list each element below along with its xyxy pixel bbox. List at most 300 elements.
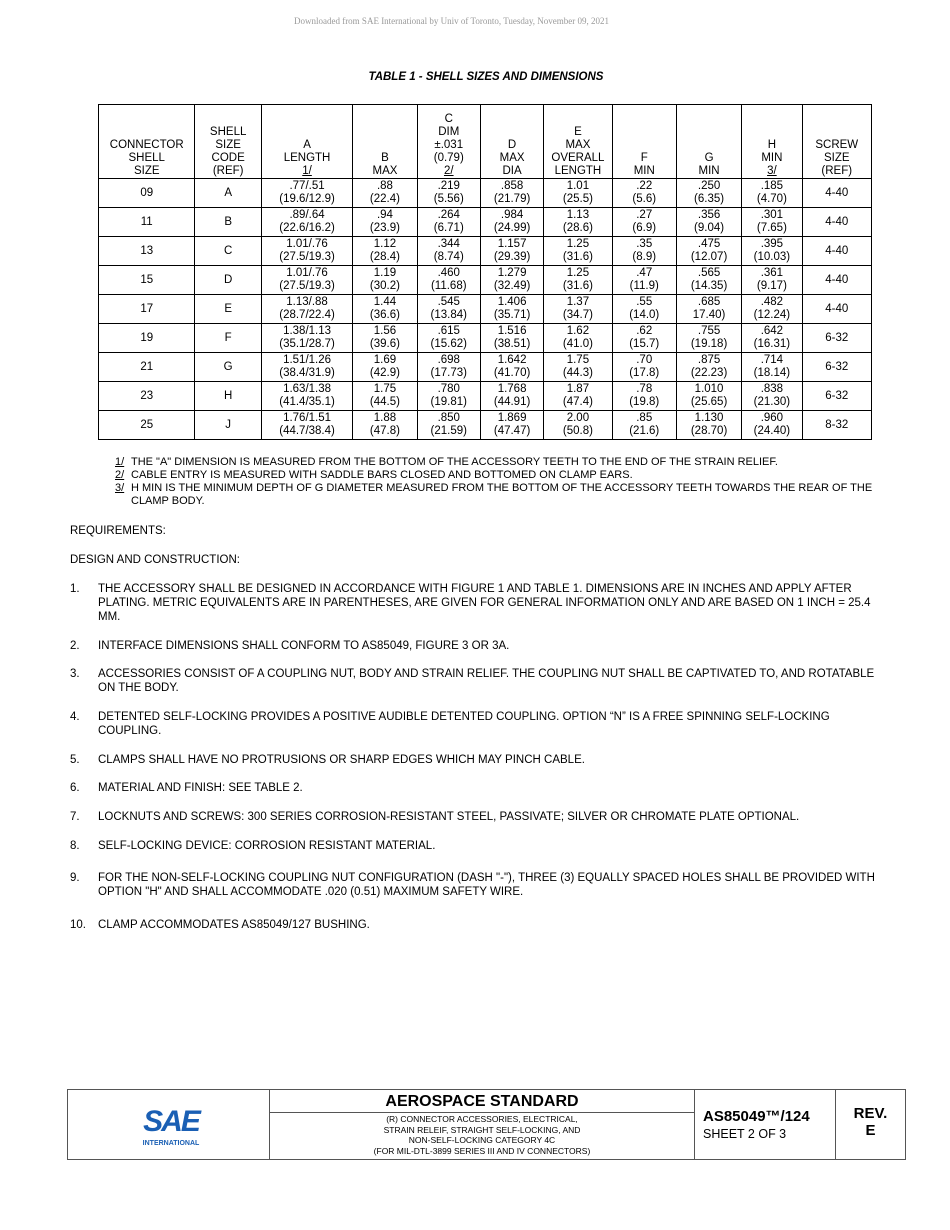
table-note xyxy=(115,482,875,508)
cell-dim-a xyxy=(261,237,352,266)
inch-value: .250 xyxy=(697,180,721,192)
requirement-number: 3. xyxy=(70,668,80,680)
cell-dim-f xyxy=(612,353,676,382)
metric-value: (21.59) xyxy=(430,425,467,437)
metric-value: (12.07) xyxy=(690,251,728,263)
cell-dim-c xyxy=(417,324,480,353)
requirement-item xyxy=(70,918,890,932)
requirement-text: CLAMPS SHALL HAVE NO PROTRUSIONS OR SHARP EDGES WHICH MAY PINCH CABLE. xyxy=(98,754,585,766)
sheet-number: SHEET 2 OF 3 xyxy=(703,1127,787,1141)
cell-dim-e xyxy=(544,353,612,382)
cell-shell-size: 17 xyxy=(99,295,195,324)
metric-value: (27.5/19.3) xyxy=(279,280,335,292)
metric-value: (35.71) xyxy=(493,309,531,321)
cell-size-code: D xyxy=(195,266,261,295)
cell-dim-g xyxy=(676,295,741,324)
cell-dim-e xyxy=(544,208,612,237)
inch-value: 1.010 xyxy=(694,383,724,395)
cell-dim-b xyxy=(353,353,417,382)
requirement-number: 9. xyxy=(70,872,80,884)
design-construction-heading: DESIGN AND CONSTRUCTION: xyxy=(70,554,240,566)
inch-value: 1.25 xyxy=(566,267,590,279)
cell-dim-a xyxy=(261,382,352,411)
table-row xyxy=(99,324,872,353)
table-note xyxy=(115,456,875,469)
cell-dim-d xyxy=(480,411,543,440)
inch-value: .475 xyxy=(697,238,721,250)
metric-value: 17.40) xyxy=(692,309,726,321)
metric-value: (32.49) xyxy=(493,280,531,292)
metric-value: (18.14) xyxy=(753,367,791,379)
inch-value: 1.76/1.51 xyxy=(283,412,332,424)
inch-value: 1.768 xyxy=(497,383,527,395)
requirement-number: 1. xyxy=(70,583,80,595)
note-text: CABLE ENTRY IS MEASURED WITH SADDLE BARS CLOSED AND BOTTOMED ON CLAMP EARS. xyxy=(131,469,633,481)
inch-value: .395 xyxy=(760,238,784,250)
inch-value: .89/.64 xyxy=(289,209,325,221)
metric-value: (34.7) xyxy=(562,309,593,321)
cell-dim-b xyxy=(353,324,417,353)
inch-value: 1.88 xyxy=(373,412,397,424)
requirement-text: MATERIAL AND FINISH: SEE TABLE 2. xyxy=(98,782,303,794)
title-cell xyxy=(270,1090,695,1159)
metric-value: (5.6) xyxy=(632,193,657,205)
metric-value: (30.2) xyxy=(369,280,400,292)
metric-value: (19.81) xyxy=(430,396,467,408)
revision-value: E xyxy=(865,1122,876,1139)
metric-value: (12.24) xyxy=(753,309,791,321)
cell-dim-e xyxy=(544,266,612,295)
shell-dimensions-table xyxy=(98,104,872,440)
metric-value: (44.91) xyxy=(493,396,531,408)
metric-value: (47.47) xyxy=(493,425,531,437)
metric-value: (19.6/12.9) xyxy=(279,193,335,205)
requirement-item xyxy=(70,871,890,899)
metric-value: (6.9) xyxy=(632,222,657,234)
cell-screw-size: 6-32 xyxy=(802,382,871,411)
table-title: TABLE 1 - SHELL SIZES AND DIMENSIONS xyxy=(368,71,604,83)
metric-value: (21.30) xyxy=(753,396,791,408)
metric-value: (35.1/28.7) xyxy=(279,338,335,350)
title-block xyxy=(67,1089,906,1160)
cell-dim-g xyxy=(676,237,741,266)
cell-dim-g xyxy=(676,266,741,295)
inch-value: .960 xyxy=(760,412,784,424)
cell-dim-a xyxy=(261,179,352,208)
metric-value: (44.5) xyxy=(369,396,400,408)
inch-value: .47 xyxy=(636,267,653,279)
table-row xyxy=(99,295,872,324)
cell-dim-g xyxy=(676,208,741,237)
cell-dim-d xyxy=(480,179,543,208)
col-header-c-dim: C DIM ±.031 (0.79) 2/ xyxy=(417,105,480,179)
col-header-shell-size-code: SHELL SIZE CODE (REF) xyxy=(195,105,261,179)
cell-dim-h xyxy=(742,411,802,440)
metric-value: (13.84) xyxy=(430,309,467,321)
inch-value: .858 xyxy=(500,180,524,192)
cell-size-code: H xyxy=(195,382,261,411)
metric-value: (47.4) xyxy=(562,396,593,408)
requirement-item xyxy=(70,839,890,853)
download-watermark: Downloaded from SAE International by Univ of Toronto, Tuesday, November 09, 2021 xyxy=(293,16,610,26)
cell-dim-h xyxy=(742,208,802,237)
metric-value: (25.65) xyxy=(690,396,728,408)
cell-shell-size: 25 xyxy=(99,411,195,440)
cell-dim-b xyxy=(353,208,417,237)
metric-value: (28.70) xyxy=(690,425,728,437)
inch-value: 1.01 xyxy=(566,180,590,192)
inch-value: 1.51/1.26 xyxy=(283,354,332,366)
cell-dim-b xyxy=(353,179,417,208)
metric-value: (21.6) xyxy=(629,425,660,437)
table-notes xyxy=(115,456,875,508)
metric-value: (6.35) xyxy=(694,193,725,205)
revision-label: REV. xyxy=(853,1105,888,1122)
table-row xyxy=(99,208,872,237)
cell-dim-c xyxy=(417,237,480,266)
cell-screw-size: 6-32 xyxy=(802,353,871,382)
inch-value: 1.44 xyxy=(373,296,397,308)
requirement-text: DETENTED SELF-LOCKING PROVIDES A POSITIVE AUDIBLE DETENTED COUPLING. OPTION “N” IS A FREE SPINNING SELF-LOCKING COUPLING. xyxy=(98,711,830,737)
inch-value: .77/.51 xyxy=(289,180,325,192)
requirement-number: 8. xyxy=(70,840,80,852)
cell-dim-b xyxy=(353,411,417,440)
requirement-number: 4. xyxy=(70,711,80,723)
cell-size-code: J xyxy=(195,411,261,440)
inch-value: .27 xyxy=(636,209,653,221)
requirement-number: 2. xyxy=(70,640,80,652)
requirement-item xyxy=(70,582,890,624)
col-header-d-max-dia: D MAX DIA xyxy=(480,105,543,179)
cell-shell-size: 15 xyxy=(99,266,195,295)
inch-value: .22 xyxy=(636,180,653,192)
cell-dim-d xyxy=(480,295,543,324)
cell-dim-f xyxy=(612,237,676,266)
metric-value: (21.79) xyxy=(493,193,531,205)
cell-dim-e xyxy=(544,324,612,353)
metric-value: (19.8) xyxy=(629,396,660,408)
inch-value: .94 xyxy=(376,209,393,221)
cell-dim-f xyxy=(612,266,676,295)
table-row xyxy=(99,237,872,266)
cell-dim-g xyxy=(676,179,741,208)
metric-value: (17.73) xyxy=(430,367,467,379)
metric-value: (11.68) xyxy=(430,280,467,292)
requirement-item xyxy=(70,667,890,695)
requirement-item xyxy=(70,710,890,738)
inch-value: 1.12 xyxy=(373,238,397,250)
document-number-cell xyxy=(695,1090,836,1159)
inch-value: .460 xyxy=(437,267,460,279)
cell-shell-size: 19 xyxy=(99,324,195,353)
cell-dim-f xyxy=(612,295,676,324)
inch-value: .755 xyxy=(697,325,721,337)
cell-screw-size: 4-40 xyxy=(802,237,871,266)
metric-value: (11.9) xyxy=(629,280,659,292)
inch-value: .838 xyxy=(760,383,784,395)
cell-dim-h xyxy=(742,237,802,266)
inch-value: 1.516 xyxy=(497,325,527,337)
metric-value: (5.56) xyxy=(433,193,464,205)
inch-value: 1.01/.76 xyxy=(286,238,328,250)
metric-value: (19.18) xyxy=(690,338,728,350)
cell-dim-e xyxy=(544,237,612,266)
col-header-screw-size: SCREW SIZE (REF) xyxy=(802,105,871,179)
inch-value: 1.279 xyxy=(497,267,527,279)
cell-dim-b xyxy=(353,237,417,266)
inch-value: 1.406 xyxy=(497,296,527,308)
inch-value: .185 xyxy=(760,180,784,192)
requirement-item xyxy=(70,810,890,824)
metric-value: (8.9) xyxy=(632,251,657,263)
logo-cell xyxy=(68,1090,270,1159)
col-header-f-min: F MIN xyxy=(612,105,676,179)
note-number: 1/ xyxy=(115,456,125,468)
note-text: THE "A" DIMENSION IS MEASURED FROM THE BOTTOM OF THE ACCESSORY TEETH TO THE END OF THE STRAIN RELIEF. xyxy=(131,456,778,468)
inch-value: 1.642 xyxy=(497,354,527,366)
requirement-text: THE ACCESSORY SHALL BE DESIGNED IN ACCORDANCE WITH FIGURE 1 AND TABLE 1. DIMENSIONS ARE IN INCHES AND APPLY AFTER PLATING. METRIC EQUIVALENTS ARE IN PARENTHESES, ARE GIVEN FOR GENERAL INFORMATION ONLY AND ARE BASED ON 1 INCH = 25.4 MM. xyxy=(98,583,871,623)
metric-value: (36.6) xyxy=(369,309,400,321)
inch-value: 1.130 xyxy=(694,412,724,424)
inch-value: .482 xyxy=(760,296,784,308)
cell-size-code: C xyxy=(195,237,261,266)
col-header-e-max-overall-length: E MAX OVERALL LENGTH xyxy=(544,105,612,179)
inch-value: .219 xyxy=(437,180,460,192)
inch-value: 1.13/.88 xyxy=(286,296,328,308)
cell-size-code: F xyxy=(195,324,261,353)
logo-wordmark: SAE xyxy=(143,1105,199,1138)
inch-value: 1.75 xyxy=(373,383,397,395)
cell-dim-g xyxy=(676,324,741,353)
document-number: AS85049™/124 xyxy=(703,1108,810,1125)
note-text: H MIN IS THE MINIMUM DEPTH OF G DIAMETER MEASURED FROM THE BOTTOM OF THE ACCESSORY TEETH TOWARDS THE REAR OF THE CLAMP BODY. xyxy=(131,482,873,507)
note-number: 2/ xyxy=(115,469,125,481)
metric-value: (38.51) xyxy=(493,338,531,350)
inch-value: 1.75 xyxy=(566,354,590,366)
cell-size-code: A xyxy=(195,179,261,208)
cell-dim-d xyxy=(480,382,543,411)
metric-value: (29.39) xyxy=(493,251,531,263)
metric-value: (44.3) xyxy=(562,367,593,379)
requirement-text: ACCESSORIES CONSIST OF A COUPLING NUT, BODY AND STRAIN RELIEF. THE COUPLING NUT SHALL BE CAPTIVATED TO, AND ROTATABLE ON THE BODY. xyxy=(98,668,875,694)
metric-value: (14.0) xyxy=(629,309,660,321)
logo-subtitle: INTERNATIONAL xyxy=(142,1140,200,1147)
requirement-text: SELF-LOCKING DEVICE: CORROSION RESISTANT MATERIAL. xyxy=(98,840,436,852)
inch-value: .698 xyxy=(437,354,460,366)
inch-value: .62 xyxy=(636,325,653,337)
cell-dim-e xyxy=(544,382,612,411)
requirement-number: 7. xyxy=(70,811,80,823)
inch-value: 2.00 xyxy=(566,412,590,424)
cell-dim-c xyxy=(417,382,480,411)
metric-value: (16.31) xyxy=(753,338,791,350)
cell-dim-h xyxy=(742,324,802,353)
cell-shell-size: 09 xyxy=(99,179,195,208)
metric-value: (17.8) xyxy=(629,367,660,379)
metric-value: (15.62) xyxy=(430,338,467,350)
inch-value: .545 xyxy=(437,296,460,308)
metric-value: (24.40) xyxy=(753,425,791,437)
cell-dim-d xyxy=(480,324,543,353)
inch-value: 1.87 xyxy=(566,383,590,395)
inch-value: 1.37 xyxy=(566,296,590,308)
inch-value: .361 xyxy=(760,267,784,279)
inch-value: 1.56 xyxy=(373,325,397,337)
col-header-b-max: B MAX xyxy=(353,105,417,179)
standard-title: AEROSPACE STANDARD xyxy=(270,1090,694,1113)
col-header-h-min: H MIN 3/ xyxy=(742,105,802,179)
cell-dim-d xyxy=(480,266,543,295)
metric-value: (15.7) xyxy=(629,338,660,350)
inch-value: 1.13 xyxy=(566,209,590,221)
cell-dim-e xyxy=(544,179,612,208)
cell-dim-f xyxy=(612,179,676,208)
note-number: 3/ xyxy=(115,482,125,494)
metric-value: (10.03) xyxy=(753,251,791,263)
inch-value: .642 xyxy=(760,325,784,337)
table-note xyxy=(115,469,875,482)
cell-dim-c xyxy=(417,353,480,382)
cell-dim-f xyxy=(612,208,676,237)
cell-screw-size: 4-40 xyxy=(802,179,871,208)
requirement-item xyxy=(70,753,890,767)
cell-screw-size: 8-32 xyxy=(802,411,871,440)
metric-value: (22.23) xyxy=(690,367,728,379)
inch-value: .88 xyxy=(376,180,393,192)
cell-dim-a xyxy=(261,208,352,237)
inch-value: .565 xyxy=(697,267,721,279)
inch-value: .850 xyxy=(437,412,460,424)
revision-cell xyxy=(836,1090,905,1159)
cell-dim-h xyxy=(742,353,802,382)
inch-value: .55 xyxy=(636,296,653,308)
metric-value: (8.74) xyxy=(433,251,464,263)
metric-value: (41.4/35.1) xyxy=(279,396,335,408)
requirement-item xyxy=(70,781,890,795)
cell-dim-d xyxy=(480,353,543,382)
metric-value: (6.71) xyxy=(433,222,464,234)
cell-screw-size: 4-40 xyxy=(802,295,871,324)
metric-value: (41.0) xyxy=(562,338,593,350)
cell-size-code: B xyxy=(195,208,261,237)
metric-value: (28.7/22.4) xyxy=(279,309,335,321)
cell-screw-size: 6-32 xyxy=(802,324,871,353)
metric-value: (22.6/16.2) xyxy=(279,222,335,234)
inch-value: 1.69 xyxy=(373,354,397,366)
metric-value: (42.9) xyxy=(369,367,400,379)
cell-shell-size: 23 xyxy=(99,382,195,411)
cell-dim-g xyxy=(676,353,741,382)
inch-value: 1.62 xyxy=(566,325,590,337)
cell-dim-f xyxy=(612,411,676,440)
cell-dim-f xyxy=(612,324,676,353)
table-header-row xyxy=(99,105,872,179)
cell-dim-b xyxy=(353,266,417,295)
col-header-a-length: A LENGTH 1/ xyxy=(261,105,352,179)
cell-shell-size: 11 xyxy=(99,208,195,237)
metric-value: (22.4) xyxy=(369,193,400,205)
table-row xyxy=(99,382,872,411)
requirement-text: CLAMP ACCOMMODATES AS85049/127 BUSHING. xyxy=(98,919,370,931)
metric-value: (44.7/38.4) xyxy=(279,425,335,437)
metric-value: (23.9) xyxy=(369,222,400,234)
metric-value: (9.17) xyxy=(756,280,787,292)
cell-shell-size: 21 xyxy=(99,353,195,382)
cell-dim-d xyxy=(480,237,543,266)
inch-value: 1.63/1.38 xyxy=(283,383,332,395)
inch-value: 1.38/1.13 xyxy=(283,325,332,337)
table-row xyxy=(99,353,872,382)
cell-dim-g xyxy=(676,411,741,440)
metric-value: (47.8) xyxy=(369,425,400,437)
inch-value: .685 xyxy=(697,296,721,308)
cell-dim-c xyxy=(417,179,480,208)
requirement-number: 6. xyxy=(70,782,80,794)
table-body xyxy=(99,179,872,440)
inch-value: .301 xyxy=(760,209,784,221)
metric-value: (41.70) xyxy=(493,367,531,379)
metric-value: (50.8) xyxy=(562,425,593,437)
requirement-item xyxy=(70,639,890,653)
cell-dim-d xyxy=(480,208,543,237)
metric-value: (9.04) xyxy=(694,222,725,234)
metric-value: (39.6) xyxy=(369,338,400,350)
requirement-text: INTERFACE DIMENSIONS SHALL CONFORM TO AS85049, FIGURE 3 OR 3A. xyxy=(98,640,510,652)
requirement-text: FOR THE NON-SELF-LOCKING COUPLING NUT CONFIGURATION (DASH "-"), THREE (3) EQUALLY SPACED HOLES SHALL BE PROVIDED WITH OPTION "H" AND SHALL ACCOMMODATE .020 (0.51) MAXIMUM SAFETY WIRE. xyxy=(98,872,875,898)
inch-value: .344 xyxy=(437,238,460,250)
cell-dim-h xyxy=(742,382,802,411)
metric-value: (7.65) xyxy=(756,222,787,234)
cell-dim-a xyxy=(261,324,352,353)
inch-value: .264 xyxy=(437,209,460,221)
inch-value: .85 xyxy=(636,412,653,424)
cell-dim-c xyxy=(417,295,480,324)
cell-size-code: G xyxy=(195,353,261,382)
inch-value: .780 xyxy=(437,383,460,395)
inch-value: .78 xyxy=(636,383,653,395)
inch-value: .875 xyxy=(697,354,721,366)
inch-value: .70 xyxy=(636,354,653,366)
metric-value: (25.5) xyxy=(562,193,593,205)
metric-value: (31.6) xyxy=(562,280,593,292)
metric-value: (4.70) xyxy=(756,193,787,205)
cell-dim-a xyxy=(261,411,352,440)
cell-dim-b xyxy=(353,295,417,324)
cell-screw-size: 4-40 xyxy=(802,208,871,237)
cell-dim-e xyxy=(544,295,612,324)
cell-dim-h xyxy=(742,266,802,295)
cell-dim-c xyxy=(417,411,480,440)
metric-value: (24.99) xyxy=(493,222,531,234)
cell-dim-c xyxy=(417,208,480,237)
cell-dim-c xyxy=(417,266,480,295)
requirement-text: LOCKNUTS AND SCREWS: 300 SERIES CORROSION-RESISTANT STEEL, PASSIVATE; SILVER OR CHROMATE PLATE OPTIONAL. xyxy=(98,811,800,823)
cell-dim-b xyxy=(353,382,417,411)
inch-value: .615 xyxy=(437,325,460,337)
inch-value: .984 xyxy=(500,209,524,221)
standard-description: (R) CONNECTOR ACCESSORIES, ELECTRICAL, STRAIN RELEIF, STRAIGHT SELF-LOCKING, AND NON-SELF-LOCKING CATEGORY 4C (FOR MIL-DTL-3899 SERIES III AND IV CONNECTORS) xyxy=(373,1114,591,1156)
inch-value: 1.19 xyxy=(373,267,397,279)
cell-screw-size: 4-40 xyxy=(802,266,871,295)
metric-value: (14.35) xyxy=(690,280,728,292)
cell-shell-size: 13 xyxy=(99,237,195,266)
cell-dim-a xyxy=(261,353,352,382)
metric-value: (27.5/19.3) xyxy=(279,251,335,263)
inch-value: .356 xyxy=(697,209,721,221)
inch-value: 1.869 xyxy=(497,412,527,424)
cell-dim-e xyxy=(544,411,612,440)
cell-dim-f xyxy=(612,382,676,411)
